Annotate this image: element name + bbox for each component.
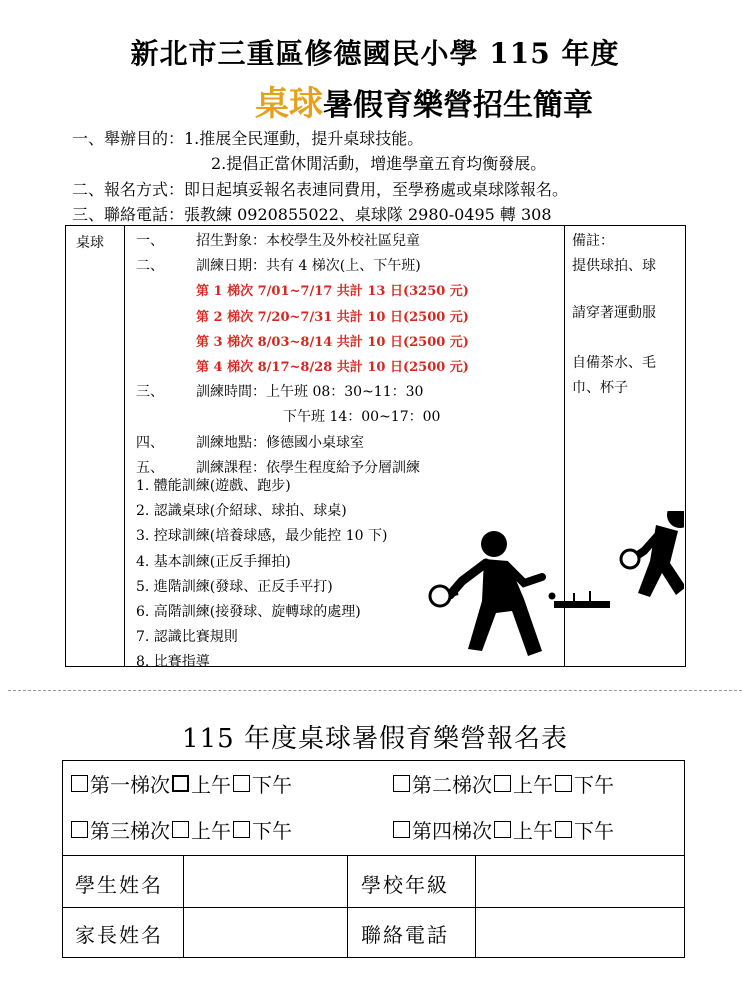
session-4-am-checkbox[interactable] xyxy=(494,821,511,838)
session-2-am-checkbox[interactable] xyxy=(494,775,511,792)
title-highlight: 桌球 xyxy=(255,84,323,124)
subtitle-rest: 暑假育樂營招生簡章 xyxy=(323,88,593,123)
row-text: 招生對象：本校學生及外校社區兒童 xyxy=(196,233,420,249)
school-grade-field[interactable] xyxy=(477,857,682,905)
school-grade-label: 學校年級 xyxy=(361,873,449,897)
row-number: 五、 xyxy=(136,459,164,476)
row-number: 三、 xyxy=(136,384,164,401)
session-3-checkbox[interactable] xyxy=(71,821,88,838)
student-name-field[interactable] xyxy=(185,857,345,905)
remark-line: 巾、杯子 xyxy=(572,380,628,396)
session-1-label: 第一梯次 xyxy=(90,773,170,797)
am-label: 上午 xyxy=(513,819,553,843)
course-item: 4. 基本訓練(正反手揮拍) xyxy=(136,553,291,570)
course-item: 5. 進階訓練(發球、正反手平打) xyxy=(136,578,333,595)
info-purpose-1: 一、舉辦目的：1.推展全民運動，提升桌球技能。 xyxy=(72,129,424,148)
course-item: 6. 高階訓練(接發球、旋轉球的處理) xyxy=(136,604,361,620)
row-number: 一、 xyxy=(136,233,164,249)
registration-form xyxy=(62,760,685,958)
session-3-label: 第三梯次 xyxy=(90,819,170,843)
student-name-label: 學生姓名 xyxy=(75,873,163,897)
pm-label: 下午 xyxy=(252,773,292,797)
session-2-pm-checkbox[interactable] xyxy=(555,775,572,792)
remark-line: 自備茶水、毛 xyxy=(572,355,656,371)
row-text: 下午班 14：00~17：00 xyxy=(283,409,441,426)
am-label: 上午 xyxy=(191,819,231,843)
course-item: 3. 控球訓練(培養球感，最少能控 10 下) xyxy=(136,528,388,545)
parent-name-field[interactable] xyxy=(185,909,345,957)
remark-line: 請穿著運動服 xyxy=(572,305,656,321)
session-2-checkbox[interactable] xyxy=(393,775,410,792)
session-4-label: 第四梯次 xyxy=(412,819,492,843)
session-1-am-checkbox[interactable] xyxy=(172,775,189,792)
table-tennis-players-icon xyxy=(424,511,684,668)
phone-field[interactable] xyxy=(477,909,682,957)
info-contact: 三、聯絡電話：張教練 0920855022、桌球隊 2980-0495 轉 308 xyxy=(72,205,552,224)
session-schedule: 第 3 梯次 8/03~8/14 共計 10 日(2500 元) xyxy=(196,334,469,350)
row-text: 訓練課程：依學生程度給予分層訓練 xyxy=(196,459,420,476)
row-text: 訓練時間：上午班 08：30~11：30 xyxy=(196,384,424,401)
am-label: 上午 xyxy=(191,773,231,797)
form-title: 115 年度桌球暑假育樂營報名表 xyxy=(182,724,568,754)
session-1-option xyxy=(69,769,292,798)
course-item: 7. 認識比賽規則 xyxy=(136,629,238,646)
session-3-pm-checkbox[interactable] xyxy=(233,821,250,838)
session-4-pm-checkbox[interactable] xyxy=(555,821,572,838)
course-item: 8. 比賽指導 xyxy=(136,654,210,671)
pm-label: 下午 xyxy=(574,773,614,797)
page-title: 新北市三重區修德國民小學 115 年度 xyxy=(130,37,620,70)
page-subtitle xyxy=(255,76,593,125)
pm-label: 下午 xyxy=(574,819,614,843)
session-4-checkbox[interactable] xyxy=(393,821,410,838)
info-registration: 二、報名方式：即日起填妥報名表連同費用，至學務處或桌球隊報名。 xyxy=(72,180,569,199)
session-schedule: 第 2 梯次 7/20~7/31 共計 10 日(2500 元) xyxy=(196,309,469,325)
remark-line: 備註： xyxy=(572,233,614,249)
phone-label: 聯絡電話 xyxy=(361,923,449,947)
session-4-option xyxy=(391,815,614,844)
session-schedule: 第 1 梯次 7/01~7/17 共計 13 日(3250 元) xyxy=(196,284,469,300)
session-2-label: 第二梯次 xyxy=(412,773,492,797)
am-label: 上午 xyxy=(513,773,553,797)
parent-name-label: 家長姓名 xyxy=(75,923,163,947)
pm-label: 下午 xyxy=(252,819,292,843)
session-1-checkbox[interactable] xyxy=(71,775,88,792)
session-schedule: 第 4 梯次 8/17~8/28 共計 10 日(2500 元) xyxy=(196,360,469,375)
info-purpose-2: 2.提倡正當休閒活動，增進學童五育均衡發展。 xyxy=(211,154,547,173)
category-cell: 桌球 xyxy=(76,235,104,251)
section-divider xyxy=(8,690,742,691)
remark-line: 提供球拍、球 xyxy=(572,258,656,274)
row-number: 四、 xyxy=(136,434,164,451)
row-text: 訓練日期：共有 4 梯次(上、下午班) xyxy=(196,258,421,275)
course-item: 1. 體能訓練(遊戲、跑步) xyxy=(136,478,291,494)
session-3-option xyxy=(69,815,292,844)
row-text: 訓練地點：修德國小桌球室 xyxy=(196,434,364,451)
session-1-pm-checkbox[interactable] xyxy=(233,775,250,792)
program-table xyxy=(65,225,686,671)
session-2-option xyxy=(391,769,614,798)
row-number: 二、 xyxy=(136,258,164,275)
session-3-am-checkbox[interactable] xyxy=(172,821,189,838)
course-item: 2. 認識桌球(介紹球、球拍、球桌) xyxy=(136,503,347,520)
